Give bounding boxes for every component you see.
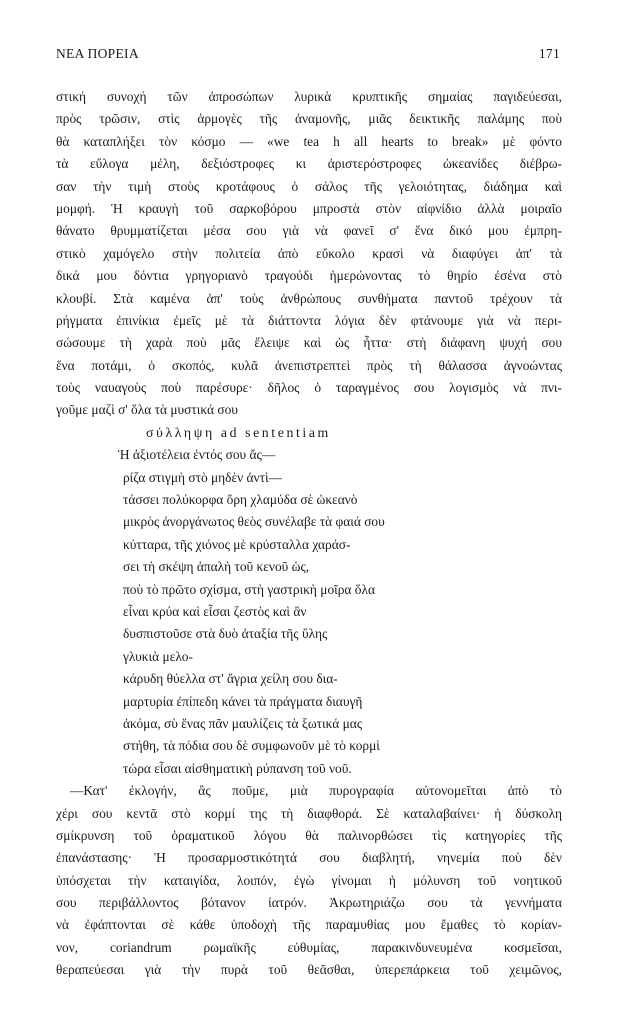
poem-line: εἶναι κρύα καὶ εἶσαι ζεστὸς καὶ ἂν: [123, 603, 307, 619]
poem-line: γλυκιὰ μελο-: [123, 648, 193, 664]
poem: [56, 422, 562, 780]
text-line: μομφή. Ἡ κραυγὴ τοῦ σαρκοβόρου μπροστὰ στὸν αἰφνίδιο ἀλλὰ μοιραῖο: [56, 200, 562, 216]
text-line: κλουβί. Στὰ καμένα ἀπ' τοὺς ἀνθρώπους συνθήματα παντοῦ τρέχουν τὰ: [56, 290, 562, 306]
text-line: σμίκρυνση τοῦ ὁραματικοῦ λόγου θὰ παλινορθώσει τὶς κατηγορίες τῆς: [56, 827, 562, 843]
poem-line: τάσσει πολύκορφα ὄρη χλαμύδα σὲ ὠκεανὸ: [123, 492, 358, 508]
text-line: τὰ εὔλογα μέλη, δεξιόστροφες κι ἀριστερόστροφες ὠκεανίδες διέβρω-: [56, 156, 562, 172]
text-line: ἕνα ποτάμι, ὁ σκοπός, κυλᾶ ἀνεπιστρεπτεὶ πρὸς τὴ θάλασσα ἀγνοώντας: [56, 357, 562, 373]
poem-line: τώρα εἶσαι αἰσθηματικὴ ρύπανση τοῦ νοῦ.: [123, 760, 352, 776]
text-line: σώσουμε τὴ χαρὰ ποὺ μᾶς ἔλειψε καὶ ὡς ἧττα· στὴ διάφανη ψυχή σου: [56, 335, 562, 351]
poem-line: ρίζα στιγμὴ στὸ μηδὲν ἀντὶ—: [123, 469, 282, 485]
poem-line: σει τὴ σκέψη ἁπαλὴ τοῦ κενοῦ ὡς,: [123, 559, 310, 575]
poem-line: κάρυδη θύελλα στ' ἄγρια χείλη σου δια-: [123, 671, 338, 687]
poem-line: μικρὸς ἀνοργάνωτος θεὸς συνέλαβε τὰ φαιά σου: [123, 514, 385, 530]
poem-line: ἀκόμα, σὺ ἕνας πᾶν μαυλίζεις τὰ ξωτικά μας: [123, 715, 363, 731]
running-head: [56, 46, 562, 68]
poem-line: δυσπιστοῦσε στὰ δυὸ ἀταξία τῆς ὕλης: [123, 626, 328, 642]
page-number: 171: [538, 46, 560, 61]
text-line: θεραπεύεσαι γιὰ τὴν πυρὰ τοῦ θεᾶσθαι, ὑπερεπάρκεια τοῦ χειμῶνος,: [56, 962, 562, 978]
prose-block-1: [56, 86, 562, 422]
prose-block-2: [56, 780, 562, 982]
text-line: νον, coriandrum ρωμαϊκῆς εὐθυμίας, παρακινδυνευμένα κοσμεῖσαι,: [56, 939, 562, 955]
text-line: θὰ καταπλήξει τὸν κόσμο — «we tea h all hearts to break» μὲ φόντο: [56, 133, 562, 149]
text-line: σαν τὴν τιμὴ στοὺς κροτάφους ὁ σάλος τῆς γελοιότητας, διάδημα καὶ: [56, 178, 562, 194]
book-page: [56, 46, 562, 982]
poem-line: Ἡ ἀξιοτέλεια ἐντός σου ἄς—: [118, 447, 276, 463]
poem-line: στήθη, τὰ πόδια σου δὲ συμφωνοῦν μὲ τὸ κορμὶ: [123, 738, 380, 754]
poem-body: [56, 467, 562, 780]
text-line: στική συνοχή τῶν ἀπροσώπων λυρικὰ κρυπτικῆς σημαίας παγιδεύεσαι,: [56, 89, 562, 104]
text-line: στικὸ χαμόγελο στὴν πολιτεία ἀπὸ εὔκολο κρασὶ νὰ διαφύγει ἀπ' τὰ: [56, 245, 562, 261]
text-line: δικά μου δόντια γρηγοριανὸ τραγούδι ἡμερώνοντας τὸ θηρίο ἐσένα στὸ: [56, 268, 562, 284]
poem-line: μαρτυρία ἐπίπεδη κάνει τὰ πράγματα διαυγῆ: [123, 693, 363, 709]
text-line: σου περιβάλλοντος βότανον ἰατρόν. Ἀκρωτηριάζω σου τὰ γεννήματα: [56, 895, 562, 911]
text-line: —Κατ' ἐκλογήν, ἂς ποῦμε, μιὰ πυρογραφία αὐτονομεῖται ἀπὸ τὸ: [70, 783, 562, 799]
text-line: τοὺς ναυαγοὺς ποὺ παρέσυρε· δῆλος ὁ ταραγμένος σου λογισμὸς νὰ πνι-: [56, 380, 562, 396]
text-line: ὑπόσχεται τὴν καταιγίδα, λοιπόν, ἐγὼ γίνομαι ἡ μόλυνση τοῦ νοητικοῦ: [56, 872, 562, 888]
text-line: χέρι σου κεντᾶ στὸ κορμί της τὴ διαφθορά. Σὲ καταλαβαίνει· ἡ δύσκολη: [56, 805, 562, 821]
poem-line: ποὺ τὸ πρῶτο σχίσμα, στὴ γαστρικὴ μοῖρα ὅλα: [123, 581, 376, 597]
text-line: νὰ ἐφάπτονται σὲ κάθε ὑποδοχὴ τῆς παραμυθίας μου ἔμαθες τὸ κορίαν-: [56, 917, 562, 933]
text-line: θάνατο θρυμματίζεται μέσα σου γιὰ νὰ φανεῖ σ' ἕνα δικό μου ἐμπρη-: [56, 223, 562, 239]
poem-line: κύτταρα, τῆς χιόνος μὲ κρύσταλλα χαράσ-: [123, 536, 351, 552]
text-line: πρὸς τρῶσιν, στὶς ἁρμογὲς τῆς ἀναμονῆς, μιᾶς δεικτικῆς παλάμης ποὺ: [56, 111, 562, 127]
text-line: γοῦμε μαζὶ σ' ὅλα τὰ μυστικά σου: [56, 402, 238, 418]
journal-title: ΝΕΑ ΠΟΡΕΙΑ: [56, 46, 139, 61]
text-line: ἐπανάστασης· Ἡ προσαρμοστικότητά σου διαβλητή, νηνεμία ποὺ δὲν: [56, 850, 562, 866]
poem-title: σύλληψη ad sententiam: [146, 424, 331, 440]
text-line: ρήγματα ἐπινίκια ἐμεῖς μὲ τὰ διάττοντα λόγια δὲν φτάνουμε γιὰ νὰ περι-: [56, 312, 562, 328]
